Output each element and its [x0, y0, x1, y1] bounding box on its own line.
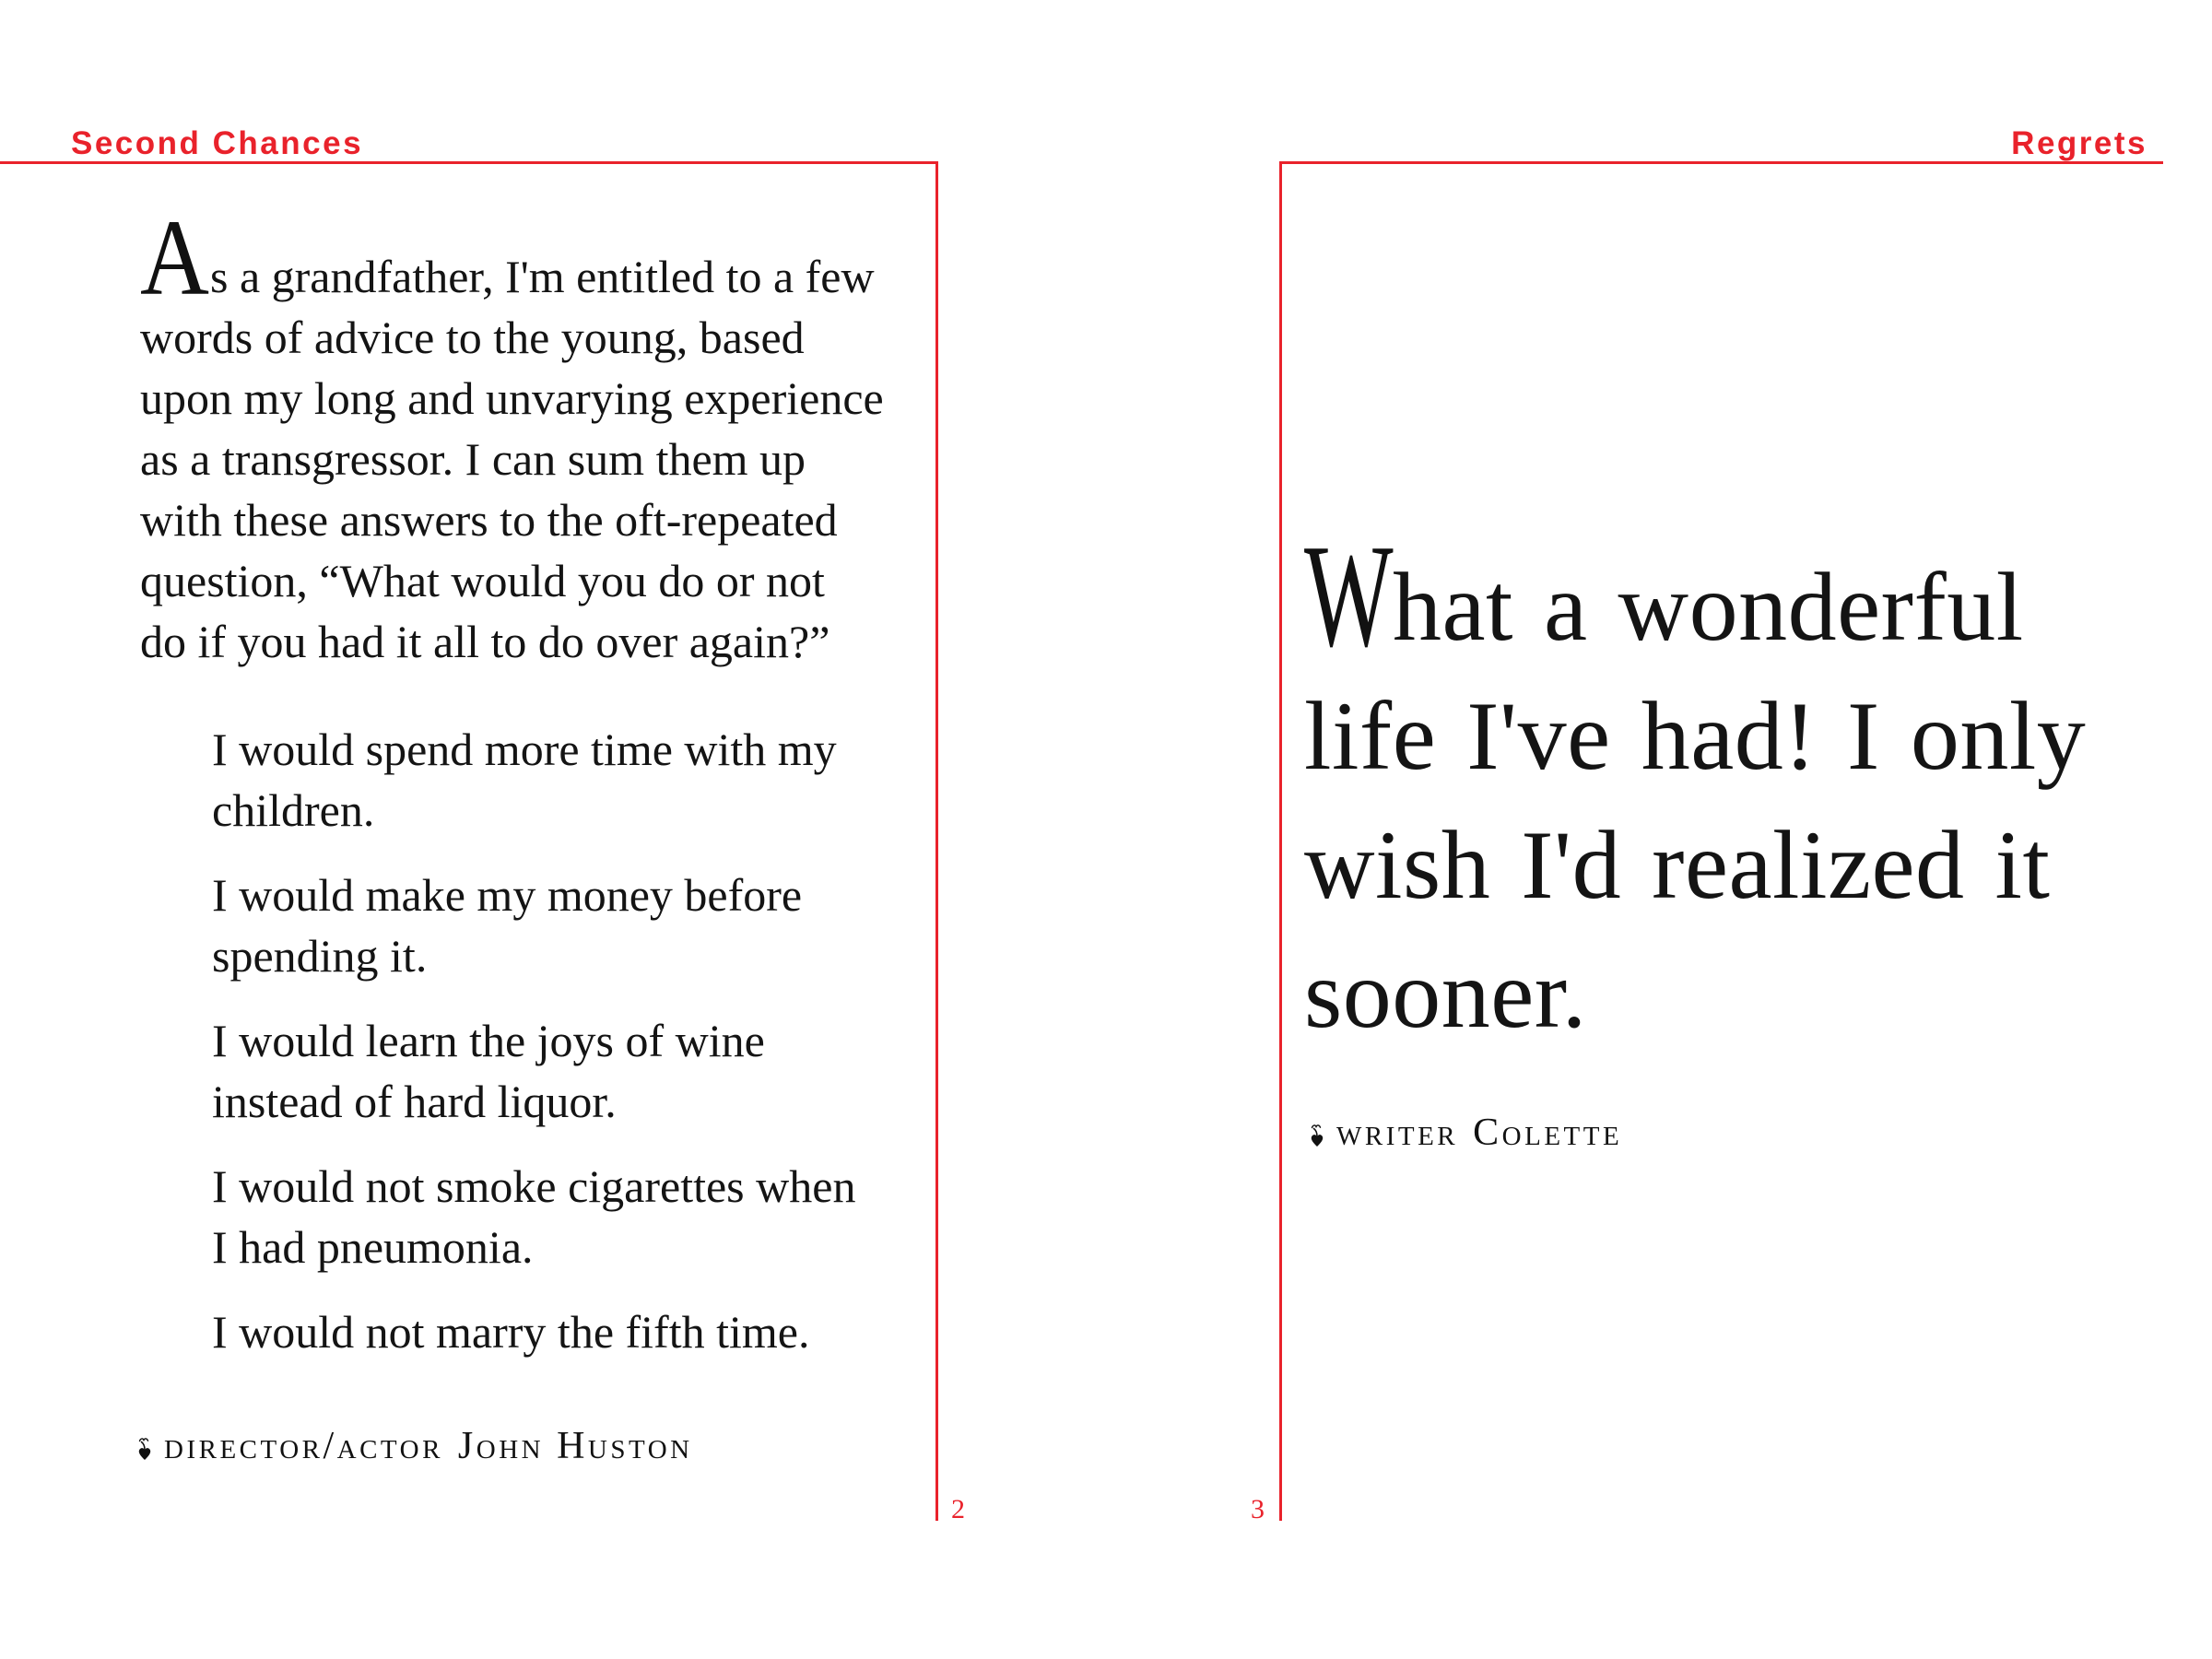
floral-heart-icon: [1309, 1124, 1325, 1147]
gutter-rule-right: [1279, 161, 1282, 1521]
list-item-line: spending it.: [212, 930, 428, 982]
attribution: [1309, 1113, 1622, 1152]
list-item: [212, 1301, 949, 1362]
quote-line: words of advice to the young, based: [140, 312, 805, 363]
attribution-name: Colette: [1473, 1112, 1623, 1154]
list-item-line: I would not marry the fifth time.: [212, 1306, 810, 1358]
right-quote: [1304, 513, 2171, 1059]
quote-line: upon my long and unvarying experience: [140, 372, 884, 424]
quote-line: sooner.: [1304, 940, 1587, 1048]
list-item-line: I would make my money before: [212, 869, 803, 921]
list-item-line: I would learn the joys of wine: [212, 1015, 765, 1066]
dropcap-letter: W: [1304, 513, 1394, 677]
quote-line: [1304, 513, 2171, 677]
attribution: [136, 1427, 693, 1465]
list-item-line: I would not smoke cigarettes when: [212, 1160, 856, 1212]
quote-line: question, “What would you do or not: [140, 555, 825, 606]
running-head-left: Second Chances: [71, 125, 364, 161]
list-item: [212, 865, 949, 986]
quote-line-text: hat a wonderful: [1393, 553, 2024, 661]
list-item: [212, 1010, 949, 1132]
dropcap-letter: A: [140, 197, 209, 318]
page-number-right: 3: [1251, 1494, 1265, 1524]
list-item-line: children.: [212, 784, 375, 836]
advice-list: [212, 719, 949, 1386]
list-item: [212, 719, 949, 841]
floral-heart-icon: [136, 1437, 153, 1461]
list-item-line: I would spend more time with my: [212, 724, 837, 775]
quote-line: [140, 197, 951, 318]
quote-line: life I've had! I only: [1304, 682, 2087, 790]
list-item: [212, 1156, 949, 1277]
attribution-role: writer: [1336, 1112, 1459, 1154]
list-item-line: instead of hard liquor.: [212, 1076, 617, 1127]
quote-line: wish I'd realized it: [1304, 811, 2051, 919]
header-rule-right: [1279, 161, 2163, 164]
running-head-right: Regrets: [2011, 125, 2147, 161]
quote-line: as a transgressor. I can sum them up: [140, 433, 806, 485]
attribution-name: John Huston: [457, 1425, 693, 1467]
quote-line: do if you had it all to do over again?”: [140, 616, 830, 667]
page-number-left: 2: [951, 1494, 965, 1524]
quote-line-text: s a grandfather, I'm entitled to a few: [210, 251, 875, 302]
attribution-role: director/actor: [164, 1425, 443, 1467]
left-quote-paragraph: [140, 197, 951, 672]
header-rule-left: [0, 161, 937, 164]
quote-line: with these answers to the oft-repeated: [140, 494, 838, 546]
list-item-line: I had pneumonia.: [212, 1221, 534, 1273]
